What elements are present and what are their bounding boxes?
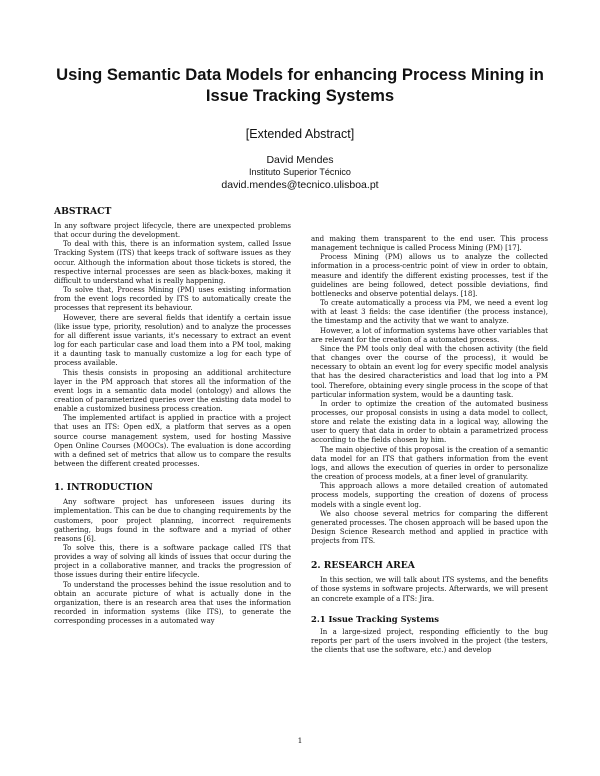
introduction-paragraph: To solve this, there is a software package called ITS that provides a way of solving all kinds of issues that occur during the project in a collaborative manner, and tracks the progression of those issues during their entire lifecycle.	[54, 544, 291, 580]
introduction-paragraph: In order to optimize the creation of the automated business processes, our proposal consists in using a data model to collect, store and relate the existing data in a logical way, allowing the user to query that data in order to obtain a parametrized process according to the fields chosen by him.	[311, 399, 548, 445]
abstract-paragraph: The implemented artifact is applied in practice with a project that uses an ITS: Open edX, a platform that serves as a open source course management system, used for hosting Massive Open Online Courses (MOOCs). The evaluation is done according with a defined set of metrics that allow us to compare the results between the different created processes.	[54, 414, 291, 469]
abstract-heading: ABSTRACT	[54, 206, 112, 217]
introduction-paragraph: The main objective of this proposal is the creation of a semantic data model for an ITS that gathers information from the event logs, and allows the execution of queries in order to personalize the creation of process models, at a finer level of granularity.	[311, 445, 548, 482]
introduction-continuation: and making them transparent to the end user. This process management technique is called Process Mining (PM) [17].	[311, 235, 548, 253]
author-email[interactable]: david.mendes@tecnico.ulisboa.pt	[221, 179, 379, 191]
paper-title: Using Semantic Data Models for enhancing Process Mining in Issue Tracking Systems	[56, 65, 544, 105]
abstract-paragraph: However, there are several fields that identify a certain issue (like issue type, priority, resolution) and to analyze the processes for all different issue variants, it's necessary to extract an event log for each particular case and load them into a PM tool, making it a daunting task to manually customize a log for each type of process available.	[54, 313, 291, 368]
left-column	[54, 206, 291, 626]
research-area-paragraph: In this section, we will talk about ITS systems, and the benefits of those systems in software projects. Afterwards, we will present an concrete example of a ITS: Jira.	[311, 576, 548, 603]
abstract-paragraph: To solve that, Process Mining (PM) uses existing information from the event logs recorded by ITS to automatically create the processes that represent its behaviour.	[54, 286, 291, 313]
introduction-paragraph: Any software project has unforeseen issues during its implementation. This can be due to changing requirements by the customers, poor project planning, incorrect requirements gathering, bugs found in the software and a myriad of other reasons [6].	[54, 498, 291, 543]
research-area-heading: 2. RESEARCH AREA	[311, 560, 415, 572]
abstract-paragraph: In any software project lifecycle, there are unexpected problems that occur during the development.	[54, 222, 291, 240]
its-section-heading: 2.1 Issue Tracking Systems	[311, 613, 439, 624]
its-section-paragraph: In a large-sized project, responding efficiently to the bug reports per part of the users involved in the project (the testers, the clients that use the software, etc.) and develop	[311, 627, 548, 655]
author-affiliation: Instituto Superior Técnico	[249, 167, 351, 177]
paper-subtitle: [Extended Abstract]	[245, 127, 355, 141]
introduction-paragraph: This approach allows a more detailed creation of automated process models, supporting the creation of dozens of process models with a single event log.	[311, 482, 548, 509]
introduction-paragraph: Since the PM tools only deal with the chosen activity (the field that changes over the course of the process), it would be necessary to obtain an event log for every specific model analysis that has the desired characteristics and load that log into a PM tool. Therefore, obtaining every single process in the scope of that particular information system, would be a daunting task.	[311, 344, 548, 399]
right-column	[311, 235, 548, 655]
abstract-paragraph: To deal with this, there is an information system, called Issue Tracking System (ITS) that keeps track of software issues as they occur. Although the information about those tickets is stored, the respective internal processes are seen as black-boxes, making it difficult to understand what is really happening.	[54, 240, 291, 285]
introduction-paragraph: To create automatically a process via PM, we need a event log with at least 3 fields: the case identifier (the process instance), the timestamp and the activity that we want to analyze.	[311, 299, 548, 326]
page-number: 1	[297, 736, 303, 745]
introduction-paragraph: However, a lot of information systems have other variables that are relevant for the creation of a automated process.	[311, 326, 548, 344]
author-name: David Mendes	[266, 154, 334, 166]
introduction-paragraph: We also choose several metrics for comparing the different generated processes. The chosen approach will be based upon the Design Science Research method and applied in practice with projects from ITS.	[311, 509, 548, 546]
introduction-paragraph: Process Mining (PM) allows us to analyze the collected information in a process-centric point of view in order to obtain, measure and identify the different existing processes, test if the guidelines are being followed, detect possible deviations, find bottlenecks and observe potential delays. [18].	[311, 253, 548, 298]
introduction-paragraph: To understand the processes behind the issue resolution and to obtain an accurate picture of what is actually done in the organization, there is an research area that uses the information recorded in information systems (like ITS), to generate the corresponding processes in a automated way	[54, 580, 291, 626]
abstract-paragraph: This thesis consists in proposing an additional architecture layer in the PM approach that stores all the information of the event logs in a semantic data model (ontology) and allows the creation of parameterized queries over the existing data model to enable a customized business process creation.	[54, 368, 291, 414]
introduction-heading: 1. INTRODUCTION	[54, 482, 153, 494]
